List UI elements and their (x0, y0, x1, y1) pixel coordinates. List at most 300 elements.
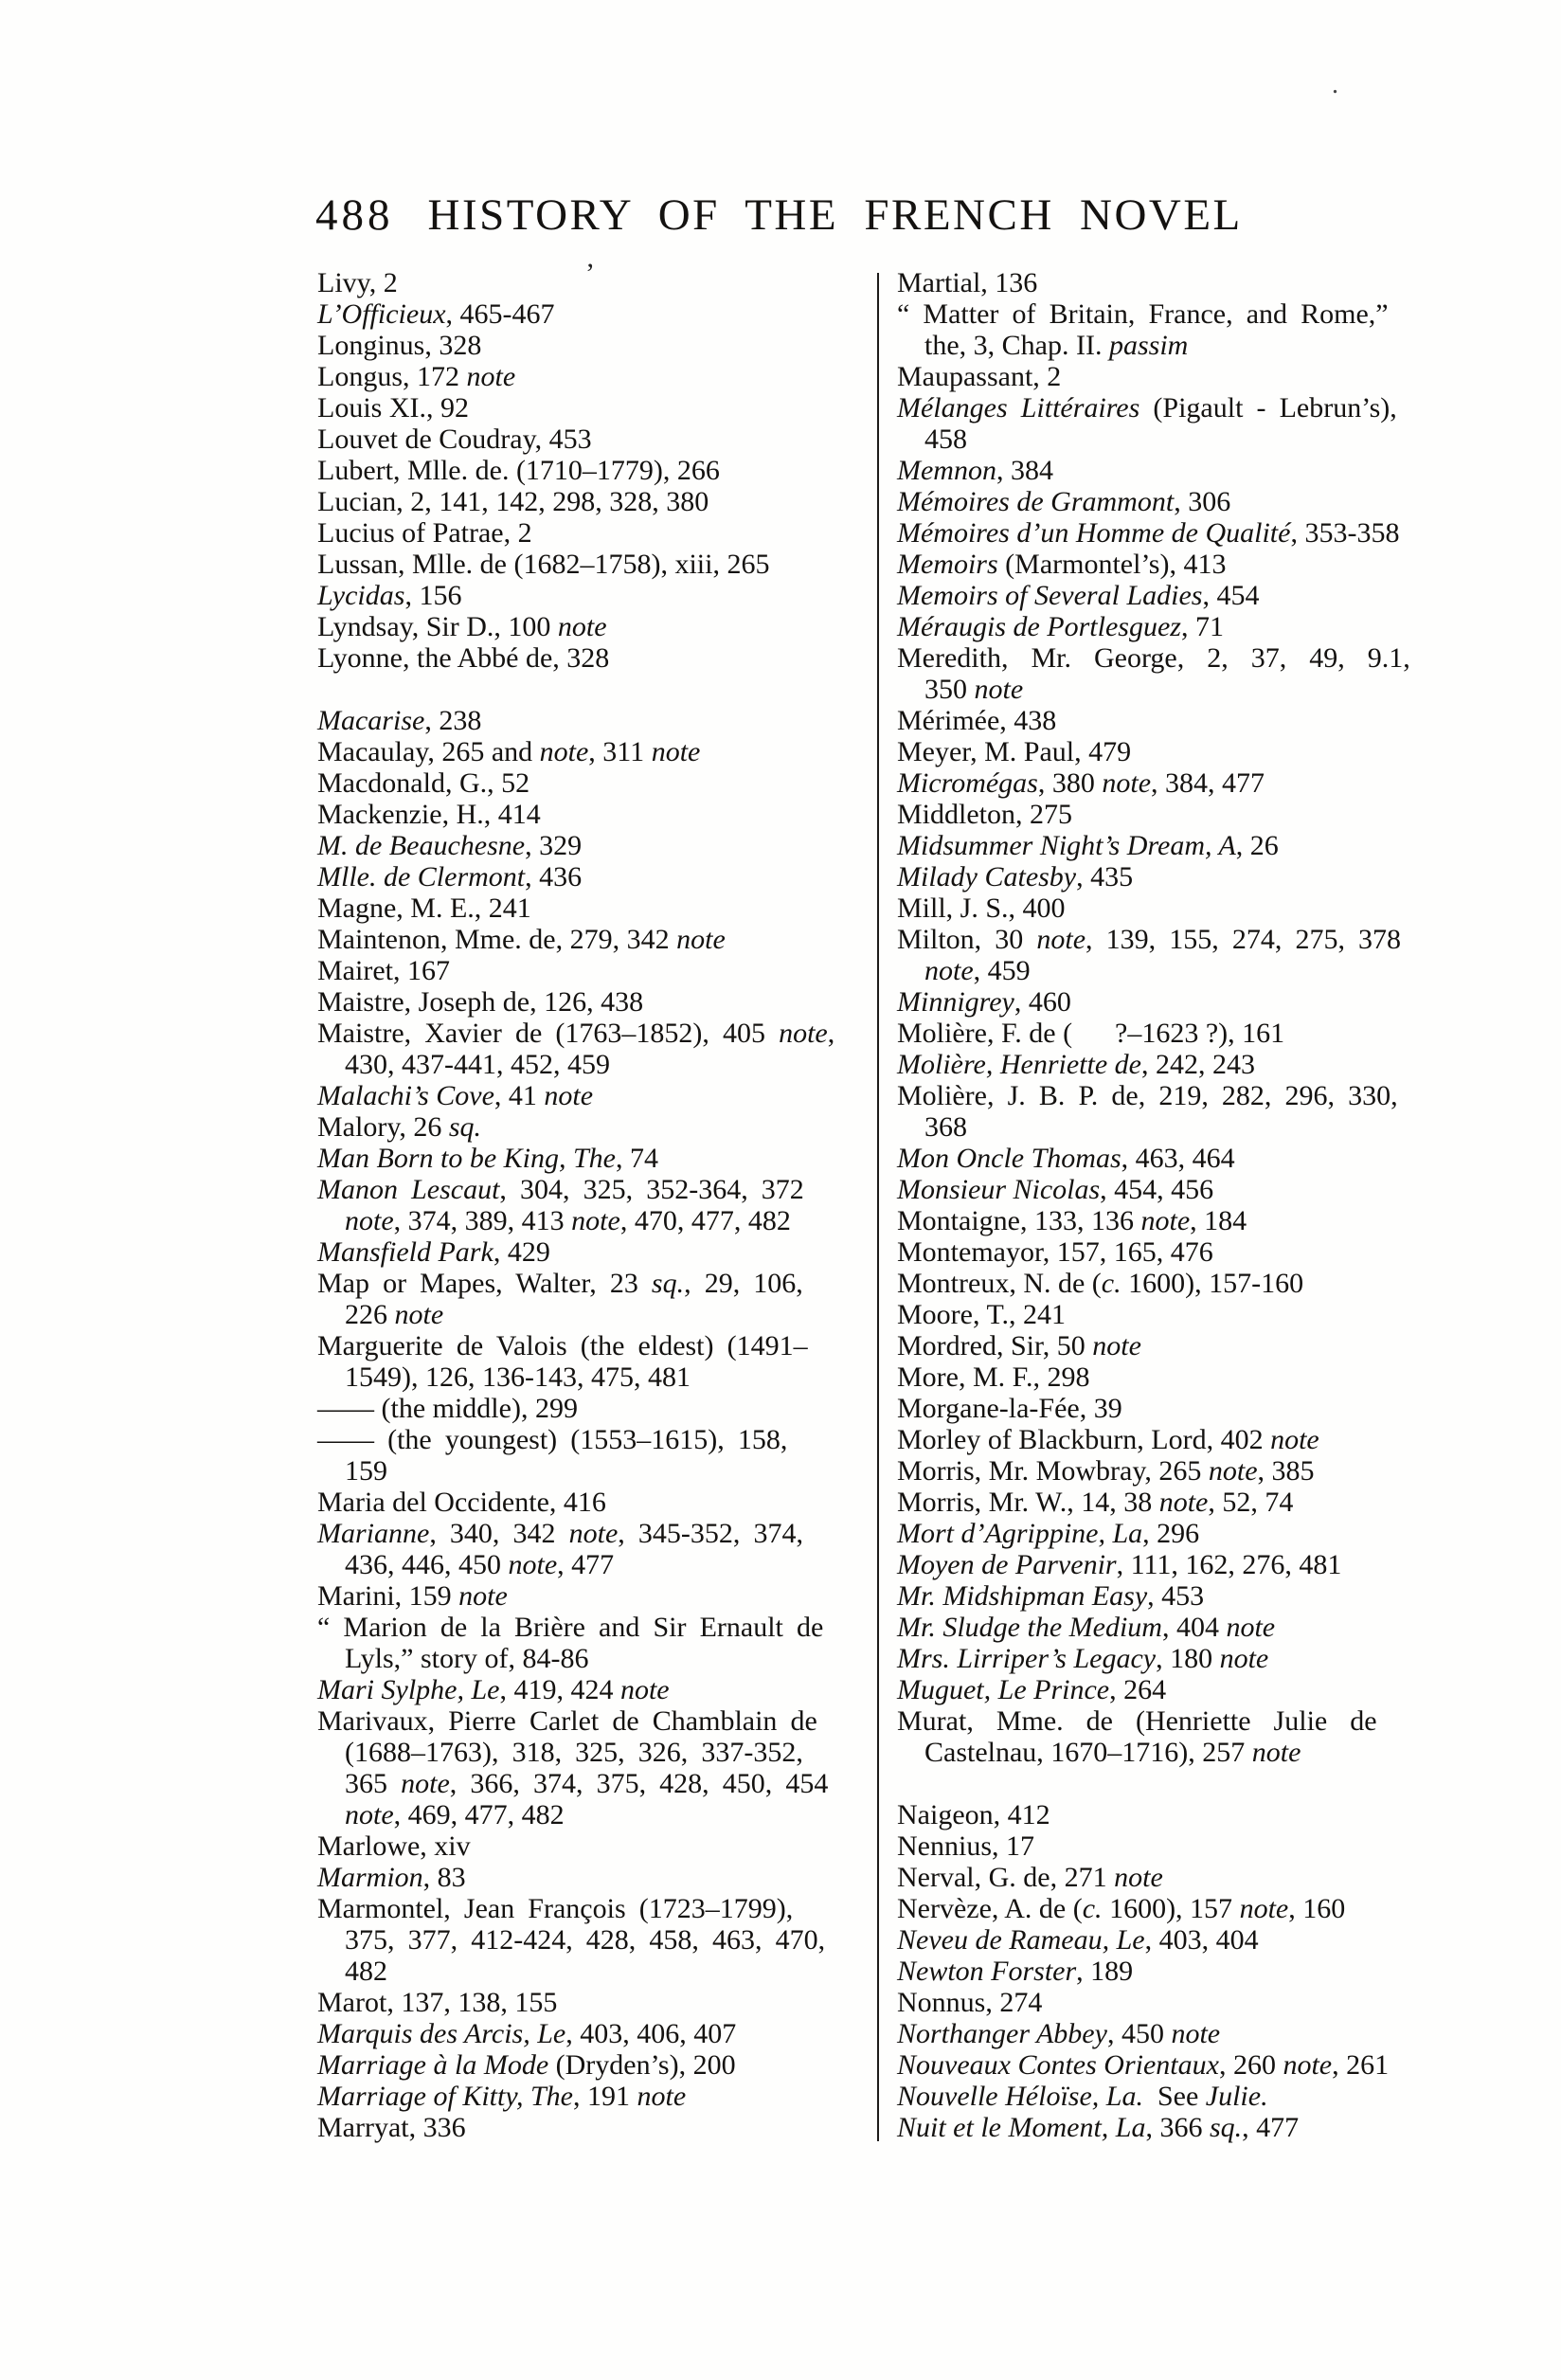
text-run: , 340, 342 (429, 1518, 569, 1549)
index-entry-line (897, 580, 1441, 611)
text-run: Nervèze, A. de ( (897, 1893, 1083, 1924)
index-entry-line (317, 2081, 876, 2112)
text-run: , 384, 477 (1151, 767, 1265, 799)
text-run: , 111, 162, 276, 481 (1116, 1549, 1342, 1580)
text-run: , 296 (1142, 1518, 1200, 1549)
text-run-italic: note (557, 611, 607, 642)
index-entry-line (317, 361, 876, 392)
text-run-italic: Malachi’s Cove (317, 1080, 494, 1111)
index-entry-line (897, 1549, 1441, 1580)
text-run: Meyer, M. Paul, 479 (897, 736, 1132, 767)
text-run: , 450 (1106, 2018, 1172, 2049)
text-run: , 345-352, 374, (618, 1518, 803, 1549)
text-run: Maistre, Joseph de, 126, 438 (317, 986, 644, 1018)
text-run: Maintenon, Mme. de, 279, 342 (317, 924, 677, 955)
text-run: , 435 (1076, 861, 1134, 892)
index-entry-line (317, 1643, 876, 1674)
text-run: , 384 (996, 455, 1053, 486)
text-run-italic: note (568, 1518, 619, 1549)
text-run: Malory, 26 (317, 1111, 449, 1143)
text-run: Mackenzie, H., 414 (317, 799, 541, 830)
index-entry-line (897, 924, 1441, 955)
text-run: Macdonald, G., 52 (317, 767, 530, 799)
index-entry-line (897, 330, 1441, 361)
index-entry-line (897, 1862, 1441, 1893)
blank-line (317, 674, 876, 705)
text-run-italic: note (924, 955, 974, 986)
index-entry-line (897, 517, 1441, 549)
index-entry-line (317, 1330, 876, 1361)
index-entry-line (317, 2049, 876, 2081)
text-run-italic: Monsieur Nicolas (897, 1174, 1101, 1205)
text-run: Nerval, G. de, 271 (897, 1862, 1115, 1893)
index-entry-line (897, 2112, 1441, 2143)
index-entry-line (317, 1111, 876, 1143)
text-run: Macaulay, 265 and (317, 736, 540, 767)
text-run: Murat, Mme. de (Henriette Julie de (897, 1705, 1377, 1737)
text-run: , 189 (1076, 1956, 1134, 1987)
text-run-italic: Nouveaux Contes Orientaux (897, 2049, 1219, 2081)
text-run: , 465-467 (445, 298, 555, 330)
text-run: “ Matter of Britain, France, and Rome,” (897, 298, 1389, 330)
text-run-italic: note (401, 1768, 450, 1799)
text-run: Nennius, 17 (897, 1830, 1034, 1862)
text-run: , 306 (1174, 486, 1231, 517)
index-entry-line (317, 924, 876, 955)
text-run-italic: sq. (448, 1111, 482, 1143)
index-entry-line (897, 955, 1441, 986)
index-entry-line (897, 1393, 1441, 1424)
text-run: 1549), 126, 136-143, 475, 481 (345, 1361, 691, 1393)
index-entry-line (897, 1299, 1441, 1330)
text-run: Molière, F. de ( ?–1623 ?), 161 (897, 1018, 1285, 1049)
text-run: Morgane-la-Fée, 39 (897, 1393, 1122, 1424)
page-header (315, 189, 1243, 241)
index-entry-line (317, 1893, 876, 1924)
index-entry-line (317, 1143, 876, 1174)
text-run: More, M. F., 298 (897, 1361, 1090, 1393)
text-run: Maria del Occidente, 416 (317, 1487, 606, 1518)
text-run: , (827, 1018, 835, 1049)
text-run: , 264 (1109, 1674, 1167, 1705)
index-entry-line (317, 1924, 876, 1956)
index-entry-line (897, 298, 1441, 330)
text-run: Marini, 159 (317, 1580, 459, 1612)
text-run: , 260 (1218, 2049, 1283, 2081)
text-run: See (1142, 2081, 1206, 2112)
text-run: , 477 (1242, 2112, 1300, 2143)
text-run-italic: note (1219, 1643, 1269, 1674)
text-run-italic: Midsummer Night’s Dream, A (897, 830, 1236, 861)
index-entry-line (317, 1768, 876, 1799)
index-entry-line (317, 1987, 876, 2018)
index-entry-line (317, 517, 876, 549)
text-run: Marivaux, Pierre Carlet de Chamblain de (317, 1705, 817, 1737)
text-run: —— (the youngest) (1553–1615), 158, (317, 1424, 788, 1455)
index-entry-line (897, 2018, 1441, 2049)
text-run: , 160 (1288, 1893, 1346, 1924)
text-run-italic: M. de Beauchesne (317, 830, 526, 861)
text-run: Maistre, Xavier de (1763–1852), 405 (317, 1018, 780, 1049)
text-run: (Pigault - Lebrun’s), (1139, 392, 1397, 424)
text-run: , 380 (1037, 767, 1103, 799)
index-entry-line (317, 392, 876, 424)
text-run: , 139, 155, 274, 275, 378 (1086, 924, 1402, 955)
text-run: Maupassant, 2 (897, 361, 1062, 392)
text-run-italic: Mémoires de Grammont (897, 486, 1175, 517)
index-entry-line (317, 611, 876, 642)
text-run: 375, 377, 412-424, 428, 458, 463, 470, (345, 1924, 826, 1956)
text-run: —— (the middle), 299 (317, 1393, 578, 1424)
text-run: , 477 (557, 1549, 615, 1580)
text-run: Meredith, Mr. George, 2, 37, 49, 9.1, (897, 642, 1410, 674)
text-run: , 353-358 (1290, 517, 1400, 549)
index-entry-line (897, 455, 1441, 486)
text-run-italic: Mansfield Park (317, 1236, 493, 1268)
index-entry-line (317, 1049, 876, 1080)
text-run: Louvet de Coudray, 453 (317, 424, 592, 455)
text-run: , 238 (424, 705, 482, 736)
index-entry-line (897, 861, 1441, 892)
text-run-italic: note (1251, 1737, 1301, 1768)
text-run-italic: note (1270, 1424, 1319, 1455)
text-run: , 261 (1332, 2049, 1390, 2081)
page-number: 488 (315, 190, 394, 240)
text-run: , 419, 424 (499, 1674, 620, 1705)
text-run: Montreux, N. de ( (897, 1268, 1102, 1299)
text-run: , 470, 477, 482 (619, 1205, 791, 1236)
text-run-italic: note (571, 1205, 620, 1236)
index-entry-line (897, 799, 1441, 830)
text-run-italic: Memoirs of Several Ladies (897, 580, 1203, 611)
text-run-italic: note (1114, 1862, 1163, 1893)
text-run: , 242, 243 (1140, 1049, 1255, 1080)
text-run-italic: Marianne (317, 1518, 430, 1549)
index-entry-line (317, 1518, 876, 1549)
index-entry-line (317, 1361, 876, 1393)
text-run: Lyls,” story of, 84-86 (345, 1643, 589, 1674)
text-run: , 304, 325, 352-364, 372 (499, 1174, 804, 1205)
text-run: 1600), 157 (1102, 1893, 1240, 1924)
index-entry-line (317, 1205, 876, 1236)
index-entry-line (897, 2081, 1441, 2112)
text-run: Morley of Blackburn, Lord, 402 (897, 1424, 1271, 1455)
index-entry-line (897, 1049, 1441, 1080)
index-entry-line (897, 736, 1441, 767)
index-entry-line (897, 549, 1441, 580)
index-entry-line (897, 1361, 1441, 1393)
index-entry-line (317, 986, 876, 1018)
index-entry-line (897, 1330, 1441, 1361)
text-run-italic: passim (1108, 330, 1189, 361)
index-entry-line (317, 1299, 876, 1330)
index-entry-line (317, 1455, 876, 1487)
index-entry-line (317, 1956, 876, 1987)
index-entry-line (317, 1830, 876, 1862)
index-entry-line (897, 611, 1441, 642)
text-run: Marguerite de Valois (the eldest) (1491– (317, 1330, 808, 1361)
index-entry-line (317, 2112, 876, 2143)
text-run-italic: Lycidas (317, 580, 405, 611)
text-run: , 453 (1147, 1580, 1205, 1612)
index-entry-line (317, 330, 876, 361)
text-run-italic: Julie. (1205, 2081, 1268, 2112)
text-run: Mairet, 167 (317, 955, 450, 986)
index-entry-line (897, 267, 1441, 298)
text-run: Lyonne, the Abbé de, 328 (317, 642, 610, 674)
text-run: 368 (924, 1111, 967, 1143)
index-entry-line (317, 580, 876, 611)
index-entry-line (897, 424, 1441, 455)
text-run: 350 (924, 674, 975, 705)
index-entry-line (317, 1799, 876, 1830)
index-entry-line (317, 2018, 876, 2049)
index-entry-line (897, 1174, 1441, 1205)
index-entry-line (317, 1705, 876, 1737)
index-entry-line (897, 1205, 1441, 1236)
index-entry-line (317, 767, 876, 799)
text-run: , 311 (588, 736, 652, 767)
text-run-italic: note (974, 674, 1024, 705)
text-run: , 404 (1161, 1612, 1227, 1643)
text-run: the, 3, Chap. II. (924, 330, 1109, 361)
index-entry-line (317, 267, 876, 298)
text-run: Morris, Mr. W., 14, 38 (897, 1487, 1159, 1518)
text-run: , 374, 389, 413 (393, 1205, 572, 1236)
index-entry-line (897, 1893, 1441, 1924)
text-run-italic: Marriage of Kitty, The (317, 2081, 573, 2112)
index-entry-line (317, 736, 876, 767)
text-run-italic: note (466, 361, 516, 392)
text-run: Mérimée, 438 (897, 705, 1057, 736)
text-run: 458 (924, 424, 967, 455)
text-run-italic: Méraugis de Portlesguez (897, 611, 1181, 642)
index-entry-line (897, 1924, 1441, 1956)
index-entry-line (897, 1487, 1441, 1518)
text-run: Marmontel, Jean François (1723–1799), (317, 1893, 794, 1924)
text-run: , 403, 404 (1144, 1924, 1259, 1956)
text-run: Moore, T., 241 (897, 1299, 1067, 1330)
text-run-italic: note (544, 1080, 594, 1111)
text-run-italic: note (619, 1674, 670, 1705)
index-entry-line (897, 392, 1441, 424)
text-run-italic: sq. (1209, 2112, 1243, 2143)
column-divider-rule (877, 273, 879, 2141)
index-entry-line (897, 1018, 1441, 1049)
text-run-italic: note (1171, 2018, 1221, 2049)
text-run-italic: note (539, 736, 589, 767)
text-run-italic: Muguet, Le Prince (897, 1674, 1110, 1705)
index-entry-line (897, 705, 1441, 736)
text-run: Longus, 172 (317, 361, 467, 392)
index-entry-line (317, 298, 876, 330)
text-run-italic: c. (1082, 1893, 1103, 1924)
text-run-italic: Mlle. de Clermont (317, 861, 526, 892)
index-entry-line (897, 892, 1441, 924)
text-run: Castelnau, 1670–1716), 257 (924, 1737, 1252, 1768)
text-run-italic: Macarise (317, 705, 425, 736)
index-entry-line (317, 1674, 876, 1705)
text-run-italic: note (1283, 2049, 1333, 2081)
text-run-italic: c. (1101, 1268, 1121, 1299)
scan-artifact-tick: ’ (585, 258, 595, 289)
text-run: , 429 (493, 1236, 550, 1268)
index-entry-line (897, 1080, 1441, 1111)
index-entry-line (897, 1111, 1441, 1143)
text-run: , 403, 406, 407 (565, 2018, 737, 2049)
text-run: Milton, 30 (897, 924, 1037, 955)
text-run-italic: Marmion (317, 1862, 423, 1893)
running-title: HISTORY OF THE FRENCH NOVEL (427, 190, 1243, 240)
text-run-italic: Marriage à la Mode (317, 2049, 549, 2081)
text-run-italic: note (1239, 1893, 1289, 1924)
text-run-italic: note (1092, 1330, 1141, 1361)
text-run: 365 (345, 1768, 402, 1799)
index-entry-line (897, 674, 1441, 705)
index-entry-line (317, 549, 876, 580)
index-entry-line (897, 1612, 1441, 1643)
text-run-italic: note (676, 924, 726, 955)
index-entry-line (317, 1018, 876, 1049)
text-run: , 454, 456 (1100, 1174, 1214, 1205)
text-run-italic: note (779, 1018, 828, 1049)
text-run: Lyndsay, Sir D., 100 (317, 611, 558, 642)
text-run-italic: note (458, 1580, 508, 1612)
text-run: Magne, M. E., 241 (317, 892, 531, 924)
text-run: Montaigne, 133, 136 (897, 1205, 1141, 1236)
text-run: Livy, 2 (317, 267, 398, 298)
index-entry-line (317, 1393, 876, 1424)
text-run-italic: Northanger Abbey (897, 2018, 1107, 2049)
text-run: , 184 (1190, 1205, 1247, 1236)
text-run: , 29, 106, (684, 1268, 803, 1299)
text-run-italic: note (1208, 1455, 1258, 1487)
text-run-italic: Manon Lescaut (317, 1174, 500, 1205)
text-run: , 83 (422, 1862, 466, 1893)
text-run: , 459 (973, 955, 1031, 986)
index-entry-line (897, 1455, 1441, 1487)
text-run: Mordred, Sir, 50 (897, 1330, 1093, 1361)
text-run: (Dryden’s), 200 (548, 2049, 736, 2081)
index-entry-line (317, 705, 876, 736)
text-run: 436, 446, 450 (345, 1549, 509, 1580)
text-run-italic: Milady Catesby (897, 861, 1077, 892)
text-run-italic: Nouvelle Héloïse, La. (897, 2081, 1143, 2112)
text-run: Lubert, Mlle. de. (1710–1779), 266 (317, 455, 720, 486)
text-run: , 385 (1257, 1455, 1315, 1487)
text-run-italic: Minnigrey (897, 986, 1014, 1018)
text-run: , 454 (1202, 580, 1260, 611)
index-entry-line (897, 986, 1441, 1018)
text-run: Mill, J. S., 400 (897, 892, 1066, 924)
text-run-italic: Moyen de Parvenir (897, 1549, 1117, 1580)
text-run: Montemayor, 157, 165, 476 (897, 1236, 1213, 1268)
text-run: , 436 (525, 861, 583, 892)
text-run-italic: Memoirs (897, 549, 998, 580)
text-run: Map or Mapes, Walter, 23 (317, 1268, 652, 1299)
index-entry-line (317, 955, 876, 986)
index-entry-line (897, 1143, 1441, 1174)
index-entry-line (317, 1737, 876, 1768)
text-run-italic: Mr. Midshipman Easy (897, 1580, 1148, 1612)
text-run-italic: L’Officieux (317, 298, 446, 330)
index-entry-line (897, 1799, 1441, 1830)
text-run: , 26 (1235, 830, 1279, 861)
index-entry-line (317, 1549, 876, 1580)
index-entry-line (897, 361, 1441, 392)
index-entry-line (317, 1862, 876, 1893)
text-run: Middleton, 275 (897, 799, 1072, 830)
index-entry-line (897, 1830, 1441, 1862)
index-entry-line (317, 1268, 876, 1299)
text-run: , 366 (1145, 2112, 1210, 2143)
text-run-italic: sq. (651, 1268, 685, 1299)
text-run: Lussan, Mlle. de (1682–1758), xiii, 265 (317, 549, 770, 580)
index-entry-line (897, 1956, 1441, 1987)
index-entry-line (317, 455, 876, 486)
index-entry-line (897, 1580, 1441, 1612)
text-run: (Marmontel’s), 413 (997, 549, 1227, 580)
index-entry-line (317, 486, 876, 517)
index-entry-line (897, 767, 1441, 799)
index-entry-line (317, 1424, 876, 1455)
text-run-italic: note (1226, 1612, 1276, 1643)
text-run-italic: note (1102, 767, 1152, 799)
index-entry-line (317, 861, 876, 892)
text-run: 482 (345, 1956, 387, 1987)
index-entry-line (897, 642, 1441, 674)
index-entry-line (317, 642, 876, 674)
text-run-italic: Mort d’Agrippine, La (897, 1518, 1143, 1549)
index-column-left (317, 267, 876, 2143)
index-entry-line (317, 1174, 876, 1205)
text-run: Naigeon, 412 (897, 1799, 1050, 1830)
text-run-italic: Man Born to be King, The (317, 1143, 616, 1174)
text-run: , 191 (573, 2081, 637, 2112)
text-run: , 460 (1014, 986, 1071, 1018)
text-run: Marot, 137, 138, 155 (317, 1987, 558, 2018)
text-run-italic: note (345, 1799, 394, 1830)
index-entry-line (897, 830, 1441, 861)
text-run: Molière, J. B. P. de, 219, 282, 296, 330, (897, 1080, 1398, 1111)
text-run-italic: Memnon (897, 455, 996, 486)
index-entry-line (317, 1580, 876, 1612)
text-run-italic: Mélanges Littéraires (897, 392, 1140, 424)
text-run: 1600), 157-160 (1121, 1268, 1304, 1299)
text-run: Martial, 136 (897, 267, 1038, 298)
text-run-italic: note (1158, 1487, 1209, 1518)
text-run-italic: Mémoires d’un Homme de Qualité (897, 517, 1291, 549)
index-entry-line (317, 424, 876, 455)
text-run: , 71 (1180, 611, 1224, 642)
text-run-italic: Nuit et le Moment, La (897, 2112, 1146, 2143)
text-run: Marlowe, xiv (317, 1830, 471, 1862)
text-run: , 41 (493, 1080, 545, 1111)
index-entry-line (317, 799, 876, 830)
text-run-italic: note (394, 1299, 444, 1330)
text-run: 226 (345, 1299, 395, 1330)
text-run-italic: Mrs. Lirriper’s Legacy (897, 1643, 1157, 1674)
text-run-italic: note (345, 1205, 394, 1236)
index-entry-line (897, 1643, 1441, 1674)
scan-artifact-dot: . (1332, 70, 1338, 99)
index-entry-line (897, 486, 1441, 517)
index-entry-line (897, 1987, 1441, 2018)
index-entry-line (317, 1487, 876, 1518)
text-run: “ Marion de la Brière and Sir Ernault de (317, 1612, 824, 1643)
text-run-italic: Mr. Sludge the Medium (897, 1612, 1162, 1643)
text-run: , 180 (1156, 1643, 1220, 1674)
